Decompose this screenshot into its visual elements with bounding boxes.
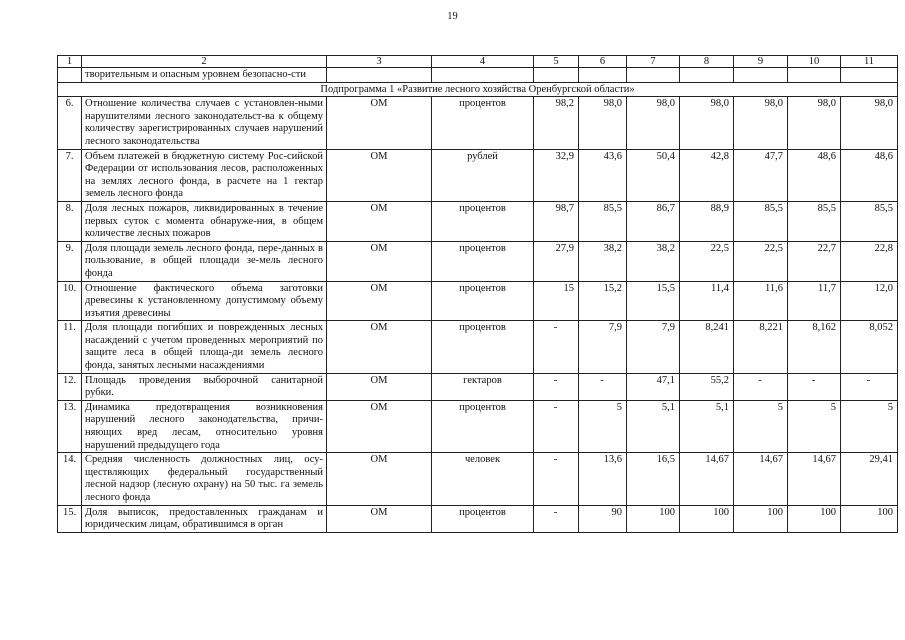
value-cell: 98,0 — [788, 97, 841, 149]
indicator-name: Доля площади погибших и поврежденных лесных насаждений с учетом проведенных мероприятий по защите леса в общей площа-ди земель лесного фонда, занятых лесными насаждениями — [82, 321, 327, 373]
value-cell: 85,5 — [788, 201, 841, 241]
row-number: 7. — [58, 149, 82, 201]
indicator-name: Площадь проведения выборочной санитарной рубки. — [82, 373, 327, 400]
row-number: 14. — [58, 453, 82, 505]
column-header-2: 2 — [82, 56, 327, 68]
table-row — [58, 201, 898, 241]
value-cell: - — [734, 373, 788, 400]
indicator-name: Отношение количества случаев с установлен-ными нарушителями лесного законодательст-ва к общему количеству зарегистрированных случаев нарушений лесного законодательства — [82, 97, 327, 149]
unit-of-measure: процентов — [432, 400, 534, 452]
value-cell: 100 — [734, 505, 788, 532]
value-cell: 7,9 — [579, 321, 627, 373]
unit-of-measure: процентов — [432, 505, 534, 532]
column-header-7: 7 — [627, 56, 680, 68]
unit-of-measure: гектаров — [432, 373, 534, 400]
table-row — [58, 505, 898, 532]
row-number: 10. — [58, 281, 82, 321]
unit-of-measure: процентов — [432, 281, 534, 321]
value-cell: - — [579, 373, 627, 400]
value-cell: 7,9 — [627, 321, 680, 373]
unit-of-measure: процентов — [432, 321, 534, 373]
value-cell: 14,67 — [788, 453, 841, 505]
unit-of-measure: процентов — [432, 241, 534, 281]
column-header-8: 8 — [680, 56, 734, 68]
value-cell: 22,8 — [841, 241, 898, 281]
row-number: 8. — [58, 201, 82, 241]
value-cell: 5 — [579, 400, 627, 452]
value-cell: 47,1 — [627, 373, 680, 400]
value-cell: 88,9 — [680, 201, 734, 241]
value-cell: - — [534, 400, 579, 452]
value-cell: 16,5 — [627, 453, 680, 505]
value-cell: 43,6 — [579, 149, 627, 201]
row-number: 13. — [58, 400, 82, 452]
value-cell: 85,5 — [579, 201, 627, 241]
value-cell: 12,0 — [841, 281, 898, 321]
value-cell: - — [841, 373, 898, 400]
value-cell: - — [534, 373, 579, 400]
value-cell: - — [534, 321, 579, 373]
value-cell: 5 — [788, 400, 841, 452]
unit-of-measure: процентов — [432, 201, 534, 241]
unit-of-measure: человек — [432, 453, 534, 505]
value-cell: 48,6 — [788, 149, 841, 201]
page-number: 19 — [447, 11, 458, 22]
value-cell: 55,2 — [680, 373, 734, 400]
column-header-4: 4 — [432, 56, 534, 68]
value-cell: 100 — [680, 505, 734, 532]
value-cell: 85,5 — [734, 201, 788, 241]
table-body — [58, 68, 898, 533]
value-cell: 42,8 — [680, 149, 734, 201]
indicator-type: ОМ — [327, 373, 432, 400]
value-cell: 14,67 — [680, 453, 734, 505]
column-header-3: 3 — [327, 56, 432, 68]
value-cell: 100 — [788, 505, 841, 532]
indicators-table — [57, 55, 898, 533]
row-number: 12. — [58, 373, 82, 400]
table-row — [58, 373, 898, 400]
table-row — [58, 241, 898, 281]
value-cell: 38,2 — [627, 241, 680, 281]
indicator-type: ОМ — [327, 453, 432, 505]
value-cell: 50,4 — [627, 149, 680, 201]
continuation-num — [58, 68, 82, 83]
indicator-name: Доля выписок, предоставленных гражданам и юридическим лицам, обратившимся в орган — [82, 505, 327, 532]
value-cell: 15 — [534, 281, 579, 321]
value-cell: 8,221 — [734, 321, 788, 373]
value-cell: 98,2 — [534, 97, 579, 149]
column-header-6: 6 — [579, 56, 627, 68]
value-cell: 100 — [841, 505, 898, 532]
value-cell: 90 — [579, 505, 627, 532]
value-cell: 48,6 — [841, 149, 898, 201]
value-cell: 11,7 — [788, 281, 841, 321]
value-cell: 98,0 — [680, 97, 734, 149]
value-cell: 22,5 — [734, 241, 788, 281]
table-row — [58, 149, 898, 201]
value-cell: 8,241 — [680, 321, 734, 373]
value-cell: 29,41 — [841, 453, 898, 505]
indicator-type: ОМ — [327, 400, 432, 452]
column-header-9: 9 — [734, 56, 788, 68]
column-header-5: 5 — [534, 56, 579, 68]
table-row — [58, 281, 898, 321]
table-row — [58, 400, 898, 452]
indicator-name: Доля площади земель лесного фонда, пере-данных в пользование, в общей площади зе-мель лесного фонда — [82, 241, 327, 281]
value-cell: - — [788, 373, 841, 400]
indicator-type: ОМ — [327, 241, 432, 281]
value-cell: 32,9 — [534, 149, 579, 201]
value-cell: 5 — [734, 400, 788, 452]
indicator-name: Отношение фактического объема заготовки древесины к установленному допустимому объему изъятия древесины — [82, 281, 327, 321]
indicator-type: ОМ — [327, 201, 432, 241]
subprogram-title: Подпрограмма 1 «Развитие лесного хозяйства Оренбургской области» — [58, 82, 898, 97]
value-cell: 85,5 — [841, 201, 898, 241]
value-cell: 100 — [627, 505, 680, 532]
row-number: 6. — [58, 97, 82, 149]
row-number: 9. — [58, 241, 82, 281]
value-cell: 98,0 — [579, 97, 627, 149]
value-cell: - — [534, 505, 579, 532]
indicator-type: ОМ — [327, 281, 432, 321]
value-cell: 5,1 — [680, 400, 734, 452]
value-cell: 98,0 — [841, 97, 898, 149]
table-row — [58, 97, 898, 149]
continuation-text: творительным и опасным уровнем безопасно-сти — [82, 68, 327, 83]
unit-of-measure: процентов — [432, 97, 534, 149]
continuation-row — [58, 68, 898, 83]
indicator-name: Средняя численность должностных лиц, осу-ществляющих федеральный государственный лесной надзор (лесную охрану) на 50 тыс. га земель лесного фонда — [82, 453, 327, 505]
value-cell: 98,0 — [627, 97, 680, 149]
column-header-11: 11 — [841, 56, 898, 68]
value-cell: 5 — [841, 400, 898, 452]
value-cell: 8,162 — [788, 321, 841, 373]
value-cell: 13,6 — [579, 453, 627, 505]
value-cell: 5,1 — [627, 400, 680, 452]
value-cell: 8,052 — [841, 321, 898, 373]
indicator-type: ОМ — [327, 321, 432, 373]
table-row — [58, 321, 898, 373]
subprogram-row — [58, 82, 898, 97]
row-number: 11. — [58, 321, 82, 373]
value-cell: - — [534, 453, 579, 505]
indicator-name: Динамика предотвращения возникновения нарушений лесного законодательства, причи-няющих вред лесам, относительно уровня нарушений предыдущего года — [82, 400, 327, 452]
value-cell: 11,4 — [680, 281, 734, 321]
value-cell: 14,67 — [734, 453, 788, 505]
value-cell: 11,6 — [734, 281, 788, 321]
column-header-10: 10 — [788, 56, 841, 68]
indicator-type: ОМ — [327, 149, 432, 201]
indicator-name: Доля лесных пожаров, ликвидированных в течение первых суток с момента обнаруже-ния, в общем количестве лесных пожаров — [82, 201, 327, 241]
table-row — [58, 453, 898, 505]
value-cell: 15,2 — [579, 281, 627, 321]
indicator-type: ОМ — [327, 97, 432, 149]
row-number: 15. — [58, 505, 82, 532]
header-row — [58, 56, 898, 68]
column-header-1: 1 — [58, 56, 82, 68]
value-cell: 22,7 — [788, 241, 841, 281]
value-cell: 98,0 — [734, 97, 788, 149]
value-cell: 15,5 — [627, 281, 680, 321]
unit-of-measure: рублей — [432, 149, 534, 201]
value-cell: 38,2 — [579, 241, 627, 281]
value-cell: 22,5 — [680, 241, 734, 281]
table-header — [58, 56, 898, 68]
value-cell: 98,7 — [534, 201, 579, 241]
value-cell: 27,9 — [534, 241, 579, 281]
indicator-name: Объем платежей в бюджетную систему Рос-сийской Федерации от использования лесов, расположенных на землях лесного фонда, в расчете на 1 гектар земель лесного фонда — [82, 149, 327, 201]
value-cell: 47,7 — [734, 149, 788, 201]
value-cell: 86,7 — [627, 201, 680, 241]
indicator-type: ОМ — [327, 505, 432, 532]
